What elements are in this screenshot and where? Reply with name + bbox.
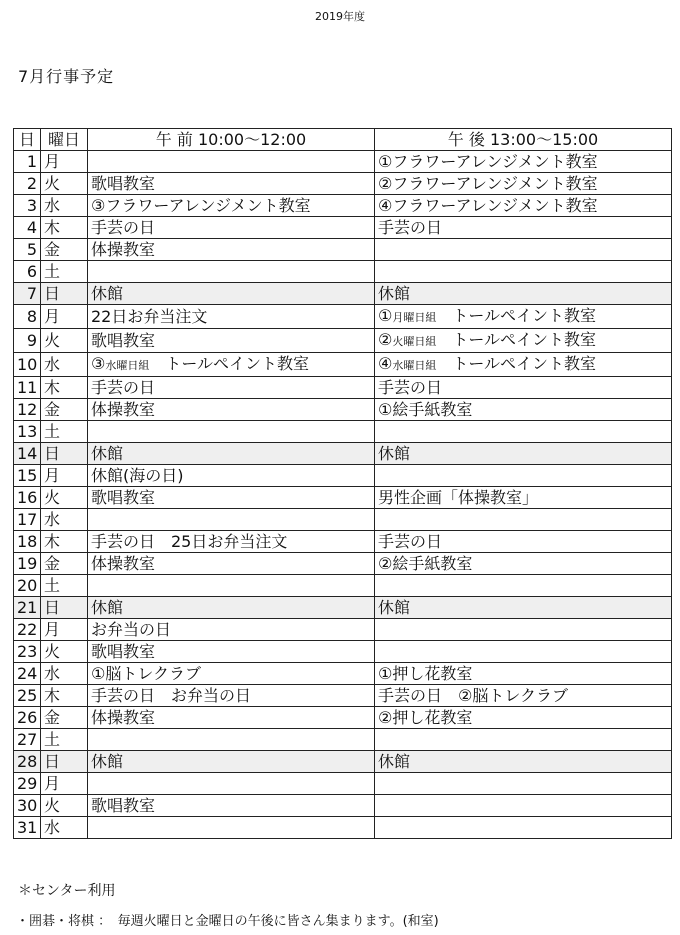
afternoon-cell bbox=[375, 465, 672, 487]
afternoon-cell bbox=[375, 773, 672, 795]
table-row bbox=[14, 399, 672, 421]
weekday-cell: 月 bbox=[41, 773, 88, 795]
morning-cell: 体操教室 bbox=[88, 239, 375, 261]
morning-cell: 歌唱教室 bbox=[88, 173, 375, 195]
afternoon-cell: ②フラワーアレンジメント教室 bbox=[375, 173, 672, 195]
morning-cell bbox=[88, 773, 375, 795]
table-row bbox=[14, 751, 672, 773]
weekday-cell: 水 bbox=[41, 663, 88, 685]
day-cell: 24 bbox=[14, 663, 41, 685]
day-cell: 5 bbox=[14, 239, 41, 261]
morning-cell bbox=[88, 817, 375, 839]
day-cell: 29 bbox=[14, 773, 41, 795]
day-cell: 7 bbox=[14, 283, 41, 305]
afternoon-cell: 手芸の日 bbox=[375, 377, 672, 399]
afternoon-cell bbox=[375, 619, 672, 641]
table-row bbox=[14, 465, 672, 487]
table-row bbox=[14, 283, 672, 305]
table-row bbox=[14, 619, 672, 641]
weekday-cell: 火 bbox=[41, 641, 88, 663]
day-cell: 22 bbox=[14, 619, 41, 641]
weekday-cell: 金 bbox=[41, 399, 88, 421]
afternoon-cell: ①絵手紙教室 bbox=[375, 399, 672, 421]
table-row bbox=[14, 239, 672, 261]
header-morning: 午 前 10:00～12:00 bbox=[88, 129, 375, 151]
table-row bbox=[14, 553, 672, 575]
weekday-cell: 月 bbox=[41, 619, 88, 641]
table-row bbox=[14, 421, 672, 443]
morning-cell bbox=[88, 261, 375, 283]
day-cell: 25 bbox=[14, 685, 41, 707]
day-cell: 18 bbox=[14, 531, 41, 553]
weekday-cell: 日 bbox=[41, 443, 88, 465]
table-row bbox=[14, 817, 672, 839]
day-cell: 15 bbox=[14, 465, 41, 487]
afternoon-cell: ①月曜日組 トールペイント教室 bbox=[375, 305, 672, 329]
day-cell: 9 bbox=[14, 329, 41, 353]
page-title: 7月行事予定 bbox=[18, 67, 115, 86]
weekday-cell: 土 bbox=[41, 729, 88, 751]
weekday-cell: 水 bbox=[41, 195, 88, 217]
day-cell: 13 bbox=[14, 421, 41, 443]
table-header-row bbox=[14, 129, 672, 151]
day-cell: 2 bbox=[14, 173, 41, 195]
weekday-cell: 土 bbox=[41, 261, 88, 283]
morning-cell: 休館 bbox=[88, 283, 375, 305]
day-cell: 21 bbox=[14, 597, 41, 619]
weekday-cell: 金 bbox=[41, 239, 88, 261]
afternoon-cell bbox=[375, 729, 672, 751]
day-cell: 12 bbox=[14, 399, 41, 421]
weekday-cell: 日 bbox=[41, 597, 88, 619]
morning-cell: 22日お弁当注文 bbox=[88, 305, 375, 329]
morning-cell: 休館(海の日) bbox=[88, 465, 375, 487]
weekday-cell: 木 bbox=[41, 377, 88, 399]
table-row bbox=[14, 261, 672, 283]
table-row bbox=[14, 729, 672, 751]
weekday-cell: 木 bbox=[41, 531, 88, 553]
day-cell: 20 bbox=[14, 575, 41, 597]
afternoon-cell bbox=[375, 575, 672, 597]
day-cell: 6 bbox=[14, 261, 41, 283]
table-row bbox=[14, 305, 672, 329]
table-row bbox=[14, 509, 672, 531]
weekday-cell: 土 bbox=[41, 421, 88, 443]
day-cell: 11 bbox=[14, 377, 41, 399]
weekday-cell: 月 bbox=[41, 305, 88, 329]
afternoon-cell bbox=[375, 817, 672, 839]
morning-cell: お弁当の日 bbox=[88, 619, 375, 641]
afternoon-cell: 手芸の日 bbox=[375, 531, 672, 553]
afternoon-cell: ②絵手紙教室 bbox=[375, 553, 672, 575]
footer-note: ・囲碁・将棋 ： 毎週火曜日と金曜日の午後に皆さん集まります。(和室) bbox=[16, 914, 439, 929]
afternoon-cell: 男性企画「体操教室」 bbox=[375, 487, 672, 509]
day-cell: 31 bbox=[14, 817, 41, 839]
weekday-cell: 土 bbox=[41, 575, 88, 597]
weekday-cell: 木 bbox=[41, 217, 88, 239]
weekday-cell: 水 bbox=[41, 817, 88, 839]
table-row bbox=[14, 377, 672, 399]
weekday-cell: 木 bbox=[41, 685, 88, 707]
afternoon-cell bbox=[375, 261, 672, 283]
morning-cell bbox=[88, 421, 375, 443]
weekday-cell: 日 bbox=[41, 283, 88, 305]
weekday-cell: 金 bbox=[41, 707, 88, 729]
morning-cell: 歌唱教室 bbox=[88, 487, 375, 509]
day-cell: 17 bbox=[14, 509, 41, 531]
day-cell: 10 bbox=[14, 353, 41, 377]
afternoon-cell: ④水曜日組 トールペイント教室 bbox=[375, 353, 672, 377]
table-row bbox=[14, 685, 672, 707]
afternoon-cell: 休館 bbox=[375, 283, 672, 305]
table-row bbox=[14, 575, 672, 597]
table-row bbox=[14, 531, 672, 553]
table-row bbox=[14, 353, 672, 377]
day-cell: 3 bbox=[14, 195, 41, 217]
day-cell: 4 bbox=[14, 217, 41, 239]
day-cell: 27 bbox=[14, 729, 41, 751]
afternoon-cell: 手芸の日 bbox=[375, 217, 672, 239]
weekday-cell: 水 bbox=[41, 509, 88, 531]
weekday-cell: 火 bbox=[41, 795, 88, 817]
footer-title: ＊センター利用 bbox=[18, 883, 116, 899]
morning-cell: 歌唱教室 bbox=[88, 795, 375, 817]
weekday-cell: 火 bbox=[41, 173, 88, 195]
afternoon-cell: 休館 bbox=[375, 751, 672, 773]
day-cell: 23 bbox=[14, 641, 41, 663]
table-row bbox=[14, 173, 672, 195]
weekday-cell: 火 bbox=[41, 487, 88, 509]
weekday-cell: 月 bbox=[41, 465, 88, 487]
table-row bbox=[14, 195, 672, 217]
header-afternoon: 午 後 13:00～15:00 bbox=[375, 129, 672, 151]
day-cell: 8 bbox=[14, 305, 41, 329]
afternoon-cell: 休館 bbox=[375, 597, 672, 619]
day-cell: 16 bbox=[14, 487, 41, 509]
table-row bbox=[14, 487, 672, 509]
morning-cell bbox=[88, 151, 375, 173]
table-row bbox=[14, 217, 672, 239]
day-cell: 1 bbox=[14, 151, 41, 173]
weekday-cell: 月 bbox=[41, 151, 88, 173]
morning-cell: 手芸の日 bbox=[88, 377, 375, 399]
table-row bbox=[14, 443, 672, 465]
morning-cell: ③フラワーアレンジメント教室 bbox=[88, 195, 375, 217]
afternoon-cell: 休館 bbox=[375, 443, 672, 465]
afternoon-cell bbox=[375, 641, 672, 663]
morning-cell: 手芸の日 bbox=[88, 217, 375, 239]
morning-cell bbox=[88, 575, 375, 597]
table-row bbox=[14, 795, 672, 817]
afternoon-cell: ②押し花教室 bbox=[375, 707, 672, 729]
table-row bbox=[14, 641, 672, 663]
afternoon-cell bbox=[375, 239, 672, 261]
afternoon-cell: ①フラワーアレンジメント教室 bbox=[375, 151, 672, 173]
header-weekday: 曜日 bbox=[41, 129, 88, 151]
morning-cell: 体操教室 bbox=[88, 399, 375, 421]
morning-cell: 歌唱教室 bbox=[88, 329, 375, 353]
morning-cell: 歌唱教室 bbox=[88, 641, 375, 663]
morning-cell: 体操教室 bbox=[88, 553, 375, 575]
table-row bbox=[14, 151, 672, 173]
weekday-cell: 日 bbox=[41, 751, 88, 773]
afternoon-cell: ④フラワーアレンジメント教室 bbox=[375, 195, 672, 217]
afternoon-cell: ①押し花教室 bbox=[375, 663, 672, 685]
afternoon-cell: 手芸の日 ②脳トレクラブ bbox=[375, 685, 672, 707]
schedule-table bbox=[13, 128, 672, 839]
morning-cell: ①脳トレクラブ bbox=[88, 663, 375, 685]
afternoon-cell: ②火曜日組 トールペイント教室 bbox=[375, 329, 672, 353]
morning-cell: 休館 bbox=[88, 597, 375, 619]
morning-cell: 手芸の日 25日お弁当注文 bbox=[88, 531, 375, 553]
day-cell: 19 bbox=[14, 553, 41, 575]
day-cell: 14 bbox=[14, 443, 41, 465]
day-cell: 28 bbox=[14, 751, 41, 773]
fiscal-year: 2019年度 bbox=[315, 10, 365, 23]
morning-cell: 休館 bbox=[88, 751, 375, 773]
schedule-body bbox=[14, 151, 672, 839]
weekday-cell: 火 bbox=[41, 329, 88, 353]
morning-cell: 手芸の日 お弁当の日 bbox=[88, 685, 375, 707]
afternoon-cell bbox=[375, 421, 672, 443]
morning-cell: 体操教室 bbox=[88, 707, 375, 729]
afternoon-cell bbox=[375, 795, 672, 817]
afternoon-cell bbox=[375, 509, 672, 531]
morning-cell: ③水曜日組 トールペイント教室 bbox=[88, 353, 375, 377]
header-day: 日 bbox=[14, 129, 41, 151]
day-cell: 30 bbox=[14, 795, 41, 817]
table-row bbox=[14, 707, 672, 729]
morning-cell: 休館 bbox=[88, 443, 375, 465]
table-row bbox=[14, 663, 672, 685]
day-cell: 26 bbox=[14, 707, 41, 729]
morning-cell bbox=[88, 509, 375, 531]
table-row bbox=[14, 329, 672, 353]
weekday-cell: 金 bbox=[41, 553, 88, 575]
table-row bbox=[14, 597, 672, 619]
weekday-cell: 水 bbox=[41, 353, 88, 377]
table-row bbox=[14, 773, 672, 795]
morning-cell bbox=[88, 729, 375, 751]
